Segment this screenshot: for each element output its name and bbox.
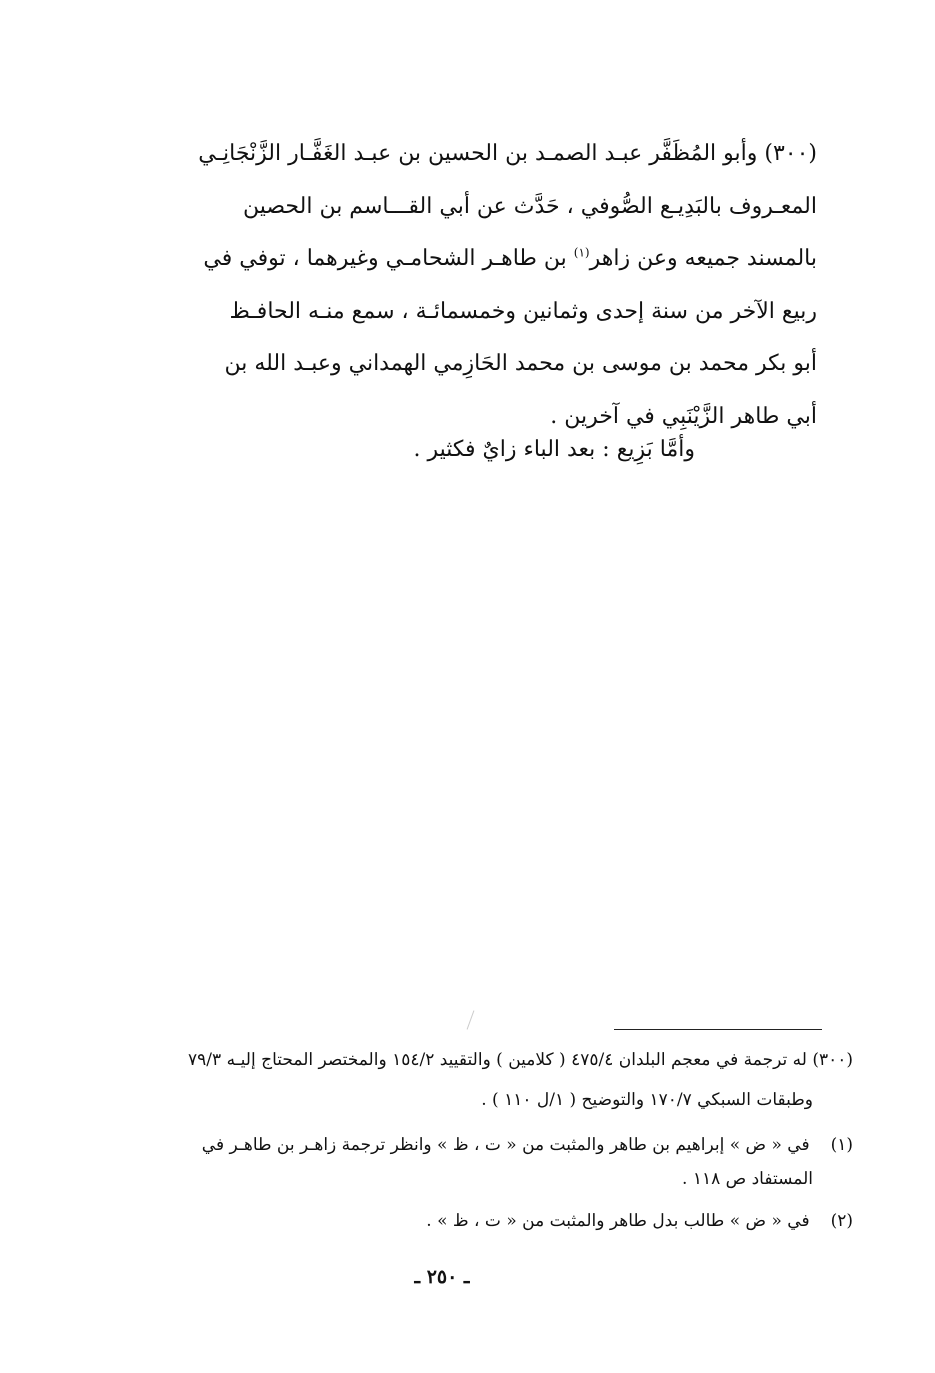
entry-text-1: وأبو المُظَفَّر عبـد الصمـد بن الحسين بن عبـد الغَفَّـار الزَّنْجَانِـي — [198, 141, 758, 166]
entry-text-3b: بن طاهـر الشحامـي وغيرهما ، توفي في — [203, 246, 574, 271]
page-number: ـ ٢٥٠ ـ — [414, 1266, 470, 1288]
entry-text-3a: بالمسند جميعه وعن زاهر — [589, 246, 817, 271]
footnote-divider — [614, 1029, 822, 1030]
footnote-line — [73, 1128, 853, 1162]
footnote-text: في « ض » إبراهيم بن طاهر والمثبت من « ت ، ظ » وانظر ترجمة زاهـر بن طاهـر في — [201, 1135, 810, 1155]
entry-line-4: ربيع الآخر من سنة إحدى وثمانين وخمسمائـة ، سمع منـه الحافـظ — [229, 298, 817, 324]
biography-entry — [117, 128, 817, 443]
footnote-ref: (١) — [573, 245, 590, 260]
footnote-continuation: المستفاد ص ١١٨ . — [682, 1169, 813, 1189]
footnote-text: في « ض » طالب بدل طاهر والمثبت من « ت ، ظ » . — [426, 1211, 810, 1231]
entry-line-3 — [117, 233, 817, 286]
footnote-1 — [73, 1128, 853, 1196]
scan-mark — [467, 1010, 475, 1029]
footnote-300 — [73, 1040, 853, 1120]
footnote-2 — [73, 1204, 853, 1238]
entry-note: وأمَّا بَزِيع : بعد الباء زايٌ فكثير . — [413, 437, 695, 462]
entry-line-1 — [117, 128, 817, 181]
entry-number: (٣٠٠) — [764, 141, 817, 166]
footnote-label: (٣٠٠) — [812, 1050, 853, 1070]
footnotes-section — [73, 1040, 853, 1246]
entry-line-6: أبي طاهر الزَّيْنَبِي في آخرين . — [550, 403, 817, 429]
entry-line-5: أبو بكر محمد بن موسى بن محمد الحَازِمي الهمداني وعبـد الله بن — [224, 351, 817, 376]
footnote-label: (٢) — [830, 1211, 853, 1231]
footnote-line — [73, 1040, 853, 1080]
footnote-label: (١) — [830, 1135, 853, 1155]
entry-line-2: المعـروف بالبَدِيـع الصُّوفي ، حَدَّث عن أبي القـــاسم بن الحصين — [242, 193, 817, 219]
footnote-text: له ترجمة في معجم البلدان ٤٧٥/٤ ( كلامين ) والتقييد ١٥٤/٢ والمختصر المحتاج إليـه ٧٩/٣ — [188, 1050, 807, 1070]
footnote-continuation: وطبقات السبكي ١٧٠/٧ والتوضيح ( ١/ل ١١٠ ) . — [481, 1090, 813, 1110]
footnote-line — [73, 1204, 853, 1238]
